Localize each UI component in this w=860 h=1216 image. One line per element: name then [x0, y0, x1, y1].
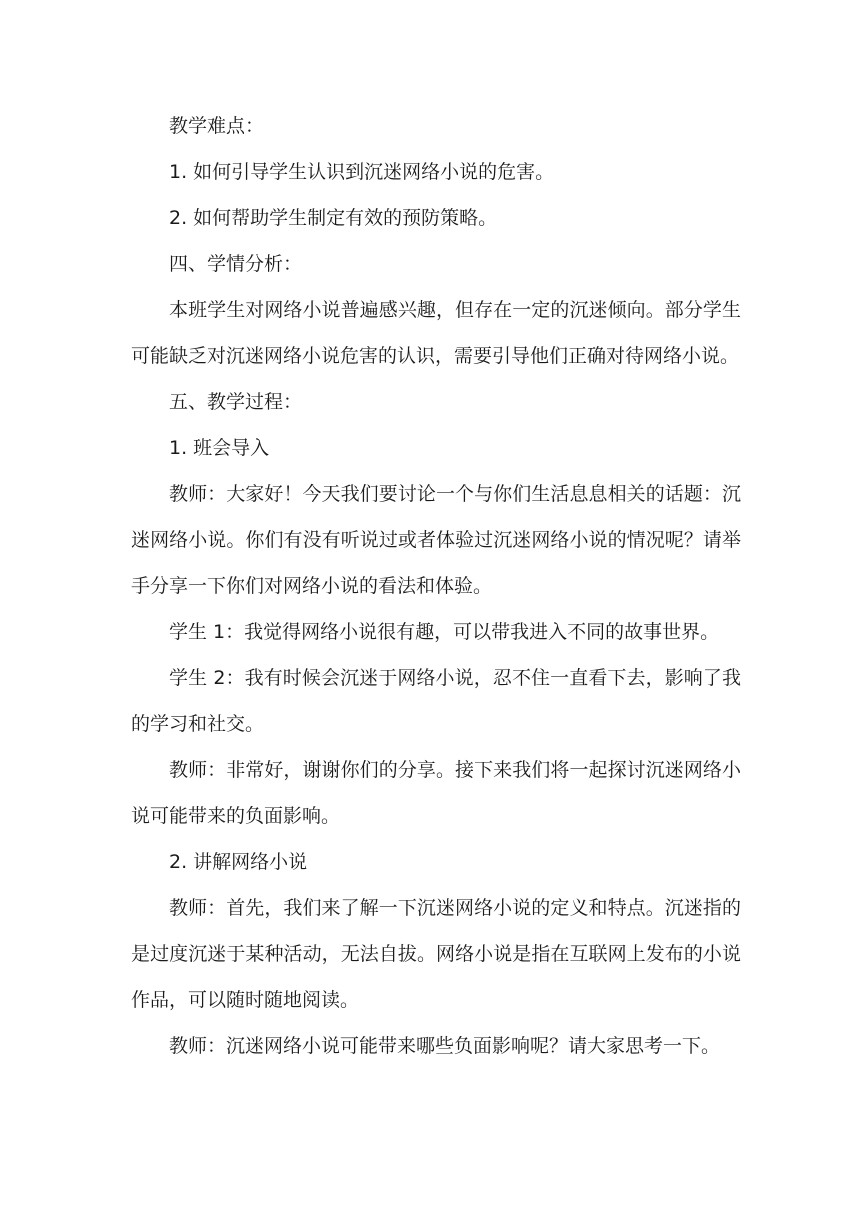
paragraph-teaching-difficulties-heading: 教学难点： [169, 115, 265, 137]
paragraph-teacher-intro: 教师：大家好！今天我们要讨论一个与你们生活息息相关的话题：沉迷网络小说。你们有没有听说过或者体验过沉迷网络小说的情况呢？请举手分享一下你们对网络小说的看法和体验。 [131, 483, 741, 597]
paragraph-teacher-response: 教师：非常好，谢谢你们的分享。接下来我们将一起探讨沉迷网络小说可能带来的负面影响。 [131, 759, 741, 827]
step-heading-explain-novels: 2. 讲解网络小说 [169, 851, 308, 873]
paragraph-student-1: 学生 1：我觉得网络小说很有趣，可以带我进入不同的故事世界。 [169, 621, 720, 643]
section-heading-student-analysis: 四、学情分析： [169, 253, 303, 275]
step-heading-class-intro: 1. 班会导入 [169, 437, 270, 459]
document-body [131, 103, 741, 1069]
paragraph-student-2: 学生 2：我有时候会沉迷于网络小说，忍不住一直看下去，影响了我的学习和社交。 [131, 667, 741, 735]
paragraph-teacher-question: 教师：沉迷网络小说可能带来哪些负面影响呢？请大家思考一下。 [169, 1035, 721, 1057]
paragraph-difficulty-1: 1. 如何引导学生认识到沉迷网络小说的危害。 [169, 161, 555, 183]
paragraph-teacher-definition: 教师：首先，我们来了解一下沉迷网络小说的定义和特点。沉迷指的是过度沉迷于某种活动，无法自拔。网络小说是指在互联网上发布的小说作品，可以随时随地阅读。 [131, 897, 741, 1011]
paragraph-student-analysis: 本班学生对网络小说普遍感兴趣，但存在一定的沉迷倾向。部分学生可能缺乏对沉迷网络小说危害的认识，需要引导他们正确对待网络小说。 [131, 299, 741, 367]
section-heading-teaching-process: 五、教学过程： [169, 391, 303, 413]
paragraph-difficulty-2: 2. 如何帮助学生制定有效的预防策略。 [169, 207, 498, 229]
